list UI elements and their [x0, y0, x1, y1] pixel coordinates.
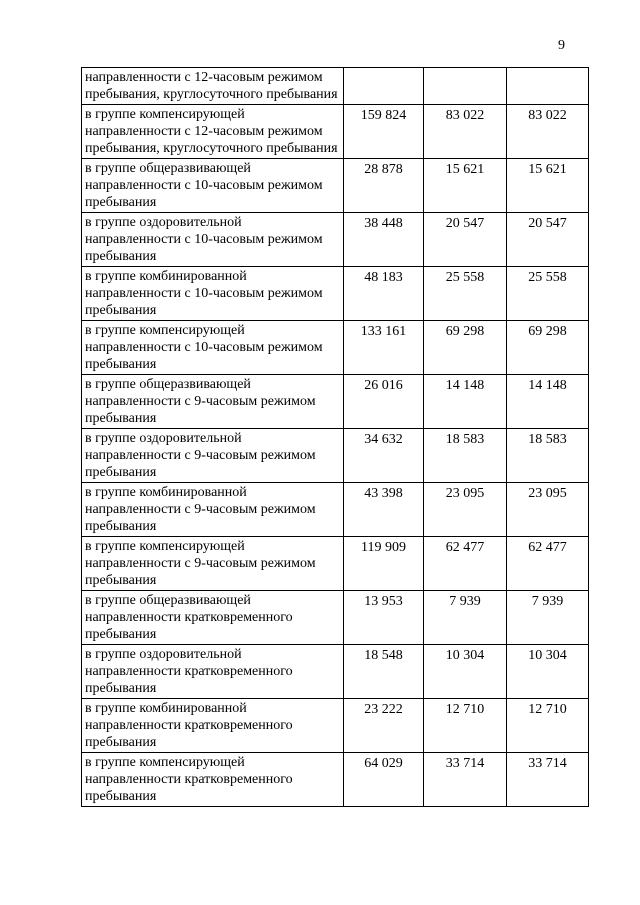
value-col-3: 20 547 [507, 213, 589, 267]
row-label: в группе комбинированной направленности кратковременного пребывания [82, 699, 344, 753]
value-col-2: 14 148 [424, 375, 507, 429]
value-col-3: 62 477 [507, 537, 589, 591]
table-row [82, 537, 589, 591]
row-label: в группе компенсирующей направленности с 10-часовым режимом пребывания [82, 321, 344, 375]
page-number: 9 [558, 38, 565, 53]
value-col-3: 15 621 [507, 159, 589, 213]
value-col-3: 83 022 [507, 105, 589, 159]
value-col-3: 14 148 [507, 375, 589, 429]
table-row [82, 591, 589, 645]
table-row [82, 699, 589, 753]
value-col-1: 43 398 [344, 483, 424, 537]
value-col-1: 13 953 [344, 591, 424, 645]
value-col-3: 25 558 [507, 267, 589, 321]
value-col-1: 119 909 [344, 537, 424, 591]
value-col-1: 64 029 [344, 753, 424, 807]
value-col-2: 12 710 [424, 699, 507, 753]
value-col-1 [344, 68, 424, 105]
value-col-2: 20 547 [424, 213, 507, 267]
row-label: в группе общеразвивающей направленности с 9-часовым режимом пребывания [82, 375, 344, 429]
table-row [82, 753, 589, 807]
row-label: в группе оздоровительной направленности с 10-часовым режимом пребывания [82, 213, 344, 267]
value-col-1: 34 632 [344, 429, 424, 483]
value-col-3: 33 714 [507, 753, 589, 807]
table-row [82, 483, 589, 537]
value-col-3: 23 095 [507, 483, 589, 537]
table-row [82, 68, 589, 105]
value-col-3: 10 304 [507, 645, 589, 699]
value-col-1: 26 016 [344, 375, 424, 429]
value-col-3: 12 710 [507, 699, 589, 753]
row-label: в группе оздоровительной направленности кратковременного пребывания [82, 645, 344, 699]
value-col-3: 69 298 [507, 321, 589, 375]
row-label: в группе компенсирующей направленности кратковременного пребывания [82, 753, 344, 807]
value-col-2: 62 477 [424, 537, 507, 591]
value-col-1: 23 222 [344, 699, 424, 753]
value-col-2: 18 583 [424, 429, 507, 483]
value-col-3: 18 583 [507, 429, 589, 483]
table-row [82, 321, 589, 375]
row-label: в группе компенсирующей направленности с 9-часовым режимом пребывания [82, 537, 344, 591]
table-row [82, 429, 589, 483]
value-col-1: 48 183 [344, 267, 424, 321]
value-col-2: 15 621 [424, 159, 507, 213]
row-label: направленности с 12-часовым режимом пребывания, круглосуточного пребывания [82, 68, 344, 105]
table-row [82, 267, 589, 321]
table-row [82, 105, 589, 159]
row-label: в группе комбинированной направленности с 9-часовым режимом пребывания [82, 483, 344, 537]
table-row [82, 213, 589, 267]
value-col-3 [507, 68, 589, 105]
value-col-2: 69 298 [424, 321, 507, 375]
row-label: в группе общеразвивающей направленности с 10-часовым режимом пребывания [82, 159, 344, 213]
value-col-1: 18 548 [344, 645, 424, 699]
value-col-2: 83 022 [424, 105, 507, 159]
row-label: в группе комбинированной направленности с 10-часовым режимом пребывания [82, 267, 344, 321]
value-col-1: 38 448 [344, 213, 424, 267]
value-col-1: 28 878 [344, 159, 424, 213]
value-col-2: 33 714 [424, 753, 507, 807]
row-label: в группе оздоровительной направленности с 9-часовым режимом пребывания [82, 429, 344, 483]
value-col-2: 23 095 [424, 483, 507, 537]
table-row [82, 375, 589, 429]
value-col-1: 133 161 [344, 321, 424, 375]
table-row [82, 159, 589, 213]
value-col-1: 159 824 [344, 105, 424, 159]
row-label: в группе компенсирующей направленности с 12-часовым режимом пребывания, круглосуточного пребывания [82, 105, 344, 159]
value-col-2: 25 558 [424, 267, 507, 321]
data-table [81, 67, 589, 807]
value-col-3: 7 939 [507, 591, 589, 645]
row-label: в группе общеразвивающей направленности кратковременного пребывания [82, 591, 344, 645]
value-col-2 [424, 68, 507, 105]
value-col-2: 10 304 [424, 645, 507, 699]
value-col-2: 7 939 [424, 591, 507, 645]
table-row [82, 645, 589, 699]
